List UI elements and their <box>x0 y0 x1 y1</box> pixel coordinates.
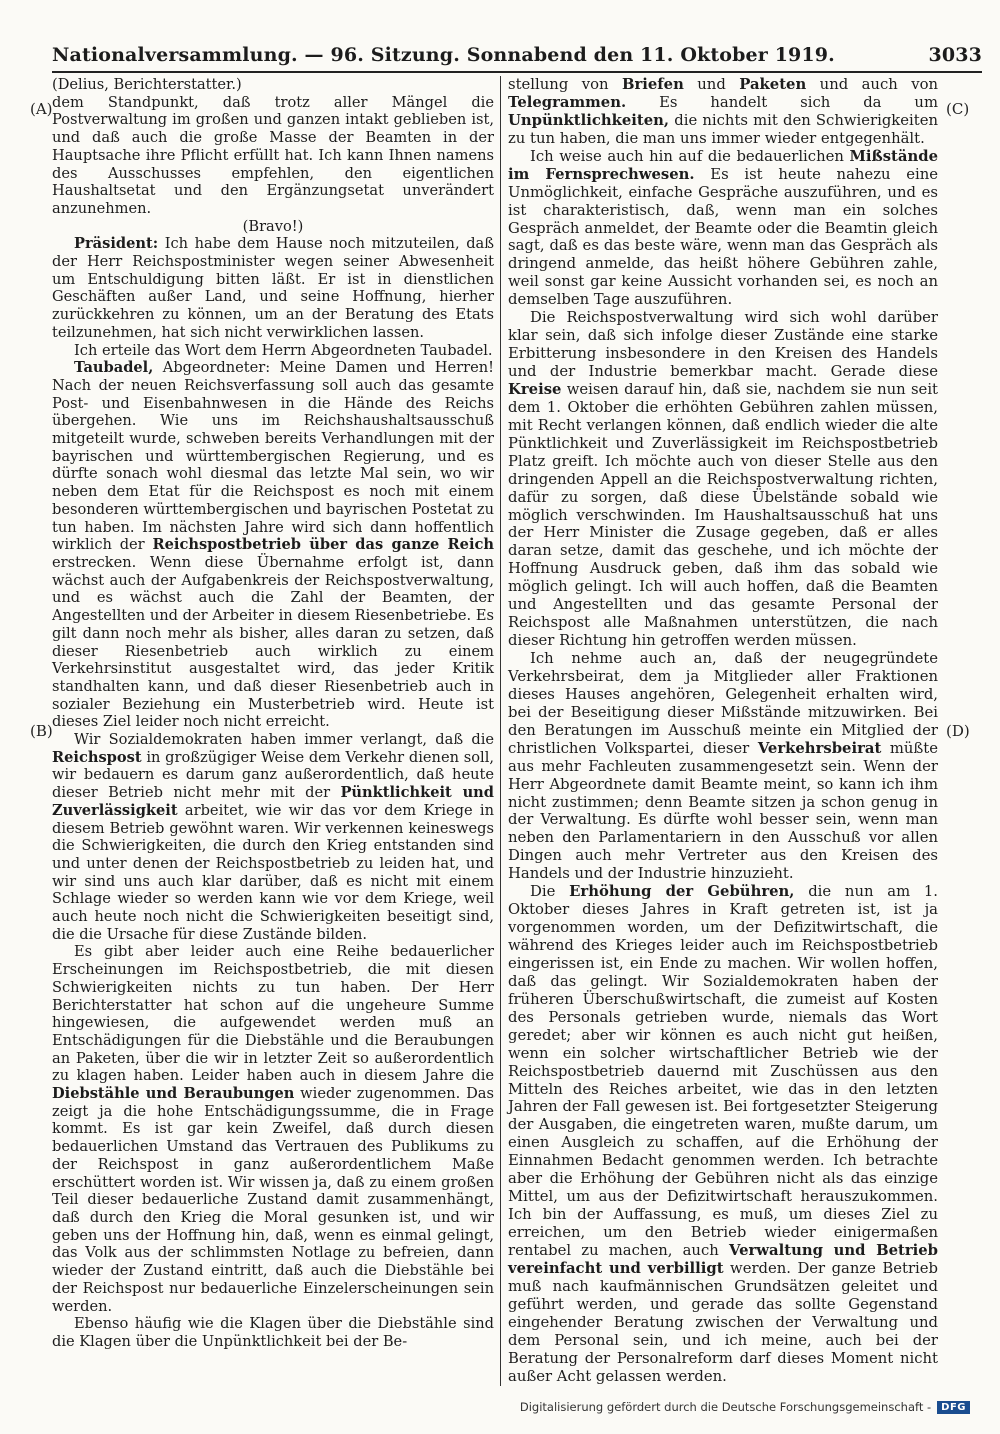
paragraph <box>508 148 938 309</box>
paragraph <box>508 650 938 883</box>
paragraph: dem Standpunkt, daß trotz aller Mängel die Postverwaltung im großen und ganzen intakt geblieben ist, und daß auch die große Masse der Beamten in der Hauptsache ihre Pflicht erfüllt hat. Ich kann Ihnen namens des Ausschusses empfehlen, den eigentlichen Haushaltsetat und den Ergänzungsetat unverändert anzunehmen. <box>52 93 494 217</box>
emphasis: Mißstände im Fernsprechwesen. <box>508 147 938 183</box>
margin-marker-d: (D) <box>946 722 970 740</box>
emphasis: Diebstähle und Beraubungen <box>52 1085 295 1103</box>
paragraph-text: erstrecken. Wenn diese Übernahme erfolgt ist, dann wächst auch der Aufgabenkreis der Reichspostverwaltung, und es wächst auch die Zahl der Beamten, der Angestellten und der Arbeiter in diesem Riesenbetriebe. Es gilt dann noch mehr als bisher, alles daran zu setzen, daß dieser Riesenbetrieb auch wirklich zu einem Verkehrsinstitut ausgestaltet wird, das jeder Kritik standhalten kann, und daß dieser Riesenbetrieb auch in sozialer Beziehung ein Musterbetrieb wird. Heute ist dieses Ziel leider noch nicht erreicht. <box>52 553 494 731</box>
emphasis: Unpünktlichkeiten, <box>508 111 670 129</box>
header-rule <box>52 71 982 73</box>
paragraph <box>52 359 494 731</box>
paragraph-text: weisen darauf hin, daß sie, nachdem sie nun seit dem 1. Oktober die erhöhten Gebühren zahlen müssen, mit Recht verlangen können, daß endlich wieder die alte Pünktlichkeit und Zuverlässigkeit im Reichspostbetrieb Platz greift. Ich möchte auch von dieser Stelle aus den dringenden Appell an die Reichspostverwaltung richten, dafür zu sorgen, daß diese Übelstände sobald wie möglich verschwinden. Im Haushaltsausschuß hat uns der Herr Minister die Zusage gegeben, daß er alles daran setze, damit das geschehe, und ich möchte der Hoffnung Ausdruck geben, daß ihm das sobald wie möglich gelingt. Ich will auch hoffen, daß die Beamten und Angestellten und das gesamte Personal der Reichspost alle Maßnahmen unterstützen, die nach dieser Richtung hin getroffen werden müssen. <box>508 380 938 650</box>
paragraph-text: und <box>683 76 740 93</box>
column-divider <box>500 76 501 1386</box>
paragraph <box>508 883 938 1385</box>
paragraph-text: stellung von <box>508 76 622 93</box>
paragraph-text: wieder zugenommen. Das zeigt ja die hohe Entschädigungssumme, die in Frage kommt. Es ist gar kein Zweifel, daß durch diesen bedauerlichen Umstand das Vertrauen des Publikums zu der Reichspost in ganz außerordentlichem Maße erschüttert worden ist. Wir wissen ja, daß zu einem großen Teil dieser bedauerliche Zustand damit zusammenhängt, daß durch den Krieg die Moral gesunken ist, und wir geben uns der Hoffnung hin, daß, wenn es einmal gelingt, das Volk aus der schlimmsten Notlage zu befreien, dann wieder der Zustand eintritt, daß auch die Diebstähle bei der Reichspost nur bedauerliche Einzelerscheinungen sein werden. <box>52 1085 494 1315</box>
speaker-name: Taubadel, <box>74 359 154 377</box>
paragraph-text: Abgeordneter: Meine Damen und Herren! Nach der neuen Reichsverfassung soll auch das gesamte Post- und Eisenbahnwesen in die Hände des Reichs übergehen. Wie uns im Reichshaushaltsausschuß mitgeteilt wurde, schweben bereits Verhandlungen mit der bayrischen und württembergischen Regierung, und es dürfte sonach wohl diesmal das letzte Mal sein, wo wir neben dem Etat für die Reichspost es noch mit einem besonderen württembergischen und bayrischen Postetat zu tun haben. Im nächsten Jahre wird sich dann hoffentlich wirklich der <box>52 359 494 554</box>
emphasis: Briefen <box>621 76 684 93</box>
paragraph-text: Wir Sozialdemokraten haben immer verlangt, daß die <box>74 731 494 749</box>
paragraph <box>52 943 494 1315</box>
emphasis: Verkehrsbeirat <box>757 739 882 757</box>
speaker-note: (Delius, Berichterstatter.) <box>52 76 242 93</box>
paragraph: Ebenso häufig wie die Klagen über die Diebstähle sind die Klagen über die Unpünktlichkeit bei der Be- <box>52 1315 494 1350</box>
paragraph-text: Ich weise auch hin auf die bedauerlichen <box>530 147 850 165</box>
emphasis: Telegrammen. <box>508 93 627 111</box>
footer-credit <box>520 1400 970 1414</box>
interjection: (Bravo!) <box>242 217 304 235</box>
paragraph-text: Ich habe dem Hause noch mitzuteilen, daß der Herr Reichspostminister wegen seiner Abwesenheit um Entschuldigung bitten läßt. Er ist in dienstlichen Geschäften außer Land, und seine Hoffnung, hierher zurückkehren zu können, um an der Beratung des Etats teilzunehmen, hat sich nicht verwirklichen lassen. <box>52 235 494 341</box>
header-title: Nationalversammlung. — 96. Sitzung. Sonnabend den 11. Oktober 1919. <box>52 44 835 66</box>
paragraph-text: die nichts mit den Schwierigkeiten zu tun haben, die man uns immer wieder entgegenhält. <box>508 111 938 147</box>
right-column <box>508 76 938 1385</box>
margin-marker-a: (A) <box>30 100 53 118</box>
paragraph <box>508 309 938 650</box>
page-number: 3033 <box>928 44 982 66</box>
emphasis: Verwaltung und Betrieb vereinfacht und verbilligt <box>508 1241 938 1277</box>
emphasis: Reichspost <box>52 748 142 766</box>
margin-marker-b: (B) <box>30 722 53 740</box>
emphasis: Erhöhung der Gebühren, <box>569 883 795 901</box>
emphasis: Reichspostbetrieb über das ganze Reich <box>152 536 494 554</box>
paragraph-text: Es ist heute nahezu eine Unmöglichkeit, einfache Gespräche auszuführen, und es ist charakteristisch, daß, wenn man ein solches Gespräch anmeldet, der Beamte oder die Beamtin gleich sagt, daß es das beste wäre, wenn man das Gespräch als dringend anmelde, das heißt höhere Gebühren zahle, weil sonst gar keine Aussicht vorhanden sei, es noch an demselben Tage auszuführen. <box>508 165 938 309</box>
paragraph <box>52 731 494 943</box>
paragraph-text: in großzügiger Weise dem Verkehr dienen soll, wir bedauern es darum ganz außerordentlich, daß heute dieser Betrieb nicht mehr mit der <box>52 748 494 802</box>
dfg-logo: DFG <box>937 1401 970 1414</box>
emphasis: Pünktlichkeit und Zuverlässigkeit <box>52 784 494 819</box>
paragraph: Ich erteile das Wort dem Herrn Abgeordneten Taubadel. <box>74 341 493 359</box>
footer-text: Digitalisierung gefördert durch die Deutsche Forschungsgemeinschaft - <box>519 1400 932 1414</box>
paragraph-text: Die Reichspostverwaltung wird sich wohl darüber klar sein, daß sich infolge dieser Zustände eine starke Erbitterung insbesondere in den Kreisen des Handels und der Industrie bemerkbar macht. Gerade diese <box>508 309 938 380</box>
emphasis: Paketen <box>739 76 807 93</box>
paragraph-text: Ich nehme auch an, daß der neugegründete Verkehrsbeirat, dem ja Mitglieder aller Fraktionen dieses Hauses angehören, Gelegenheit erhalten wird, bei der Beseitigung dieser Mißstände mitzuwirken. Bei den Beratungen im Ausschuß meinte ein Mitglied der christlichen Volkspartei, dieser <box>508 650 938 757</box>
paragraph <box>52 235 494 341</box>
paragraph-text: werden. Der ganze Betrieb muß nach kaufmännischen Grundsätzen geleitet und geführt werden, und gerade das sollte Gegenstand eingehender Beratung zwischen der Verwaltung und dem Personal sein, und ich meine, auch bei der Beratung der Personalreform darf dieses Moment nicht außer Acht gelassen werden. <box>508 1259 938 1385</box>
paragraph-text: arbeitet, wie wir das vor dem Kriege in diesem Betrieb gewöhnt waren. Wir verkennen keineswegs die Schwierigkeiten, die durch den Krieg entstanden sind und unter denen der Reichspostbetrieb zu leiden hat, und wir sind uns auch klar darüber, daß es nicht mit einem Schlage wieder so werden kann wie vor dem Kriege, weil auch heute noch nicht die Schwierigkeiten beseitigt sind, die die Ursache für diese Zustände bilden. <box>52 801 494 943</box>
emphasis: Kreise <box>508 380 562 398</box>
paragraph-text: Es handelt sich da um <box>626 93 938 111</box>
running-header <box>52 44 982 66</box>
speaker-name: Präsident: <box>74 235 159 253</box>
paragraph-text: müßte aus mehr Fachleuten zusammengesetzt sein. Wenn der Herr Abgeordnete damit Beamte meint, so kann ich ihm nicht zustimmen; denn Beamte sitzen ja schon genug in der Verwaltung. Es dürfte wohl besser sein, wenn man neben den Parlamentariern in den Ausschuß vor allen Dingen auch mehr Vertreter aus den Kreisen des Handels und der Industrie hinzuzieht. <box>508 739 938 883</box>
paragraph-text: Es gibt aber leider auch eine Reihe bedauerlicher Erscheinungen im Reichspostbetrieb, die mit diesen Schwierigkeiten nichts zu tun haben. Der Herr Berichterstatter hat schon auf die ungeheure Summe hingewiesen, die aufgewendet werden muß an Entschädigungen für die Diebstähle und die Beraubungen an Paketen, über die wir in letzter Zeit so außerordentlich zu klagen haben. Leider haben auch in diesem Jahre die <box>52 943 494 1085</box>
paragraph-text: Die <box>530 883 570 901</box>
margin-marker-c: (C) <box>946 100 970 118</box>
paragraph-text: die nun am 1. Oktober dieses Jahres in Kraft getreten ist, ist ja vorgenommen worden, um der Defizitwirtschaft, die während des Krieges leider auch im Reichspostbetrieb eingerissen ist, ein Ende zu machen. Wir wollen hoffen, daß das gelingt. Wir Sozialdemokraten haben der früheren Überschußwirtschaft, die zumeist auf Kosten des Personals getrieben wurde, niemals das Wort geredet; aber wir können es auch nicht gut heißen, wenn ein solcher wirtschaftlicher Betrieb wie der Reichspostbetrieb dauernd mit Zuschüssen aus den Mitteln des Reiches arbeitet, wie das in den letzten Jahren der Fall gewesen ist. Bei fortgesetzter Steigerung der Ausgaben, die eingetreten waren, mußte darum, um einen Ausgleich zu schaffen, auf die Erhöhung der Einnahmen Bedacht genommen werden. Ich betrachte aber die Erhöhung der Gebühren nicht als das einzige Mittel, um aus der Defizitwirtschaft herauszukommen. Ich bin der Auffassung, es muß, um dieses Ziel zu erreichen, um den Betrieb wieder einigermaßen rentabel zu machen, auch <box>508 883 939 1259</box>
paragraph-text: und auch von <box>806 76 939 93</box>
left-column <box>52 76 494 1351</box>
paragraph <box>508 76 938 148</box>
